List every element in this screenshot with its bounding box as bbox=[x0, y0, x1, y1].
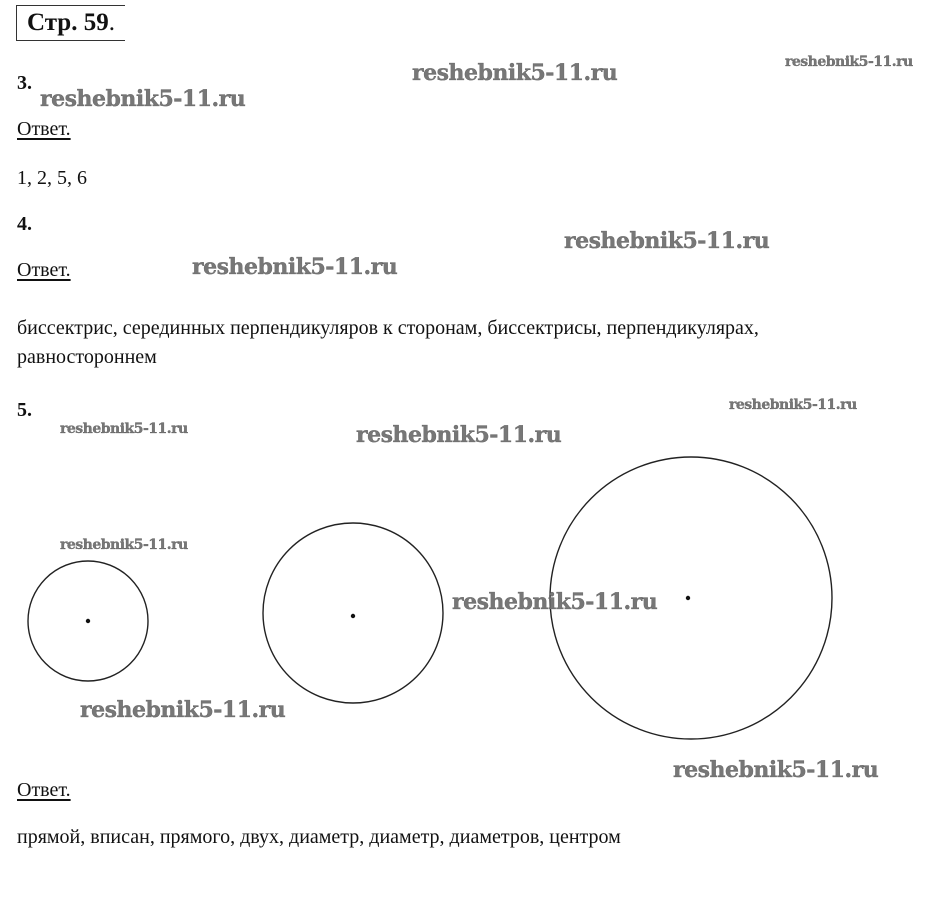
task-4-number: 4. bbox=[17, 213, 32, 235]
task-4-answer-label: Ответ. bbox=[17, 259, 71, 281]
watermark: reshebnik5-11.ru bbox=[564, 228, 770, 254]
watermark: reshebnik5-11.ru bbox=[412, 60, 618, 86]
task-4-answer-line-2: равностороннем bbox=[17, 346, 157, 368]
large-circle-center bbox=[686, 596, 690, 600]
small-circle-center bbox=[86, 619, 90, 623]
watermark: reshebnik5-11.ru bbox=[40, 86, 246, 112]
watermark: reshebnik5-11.ru bbox=[192, 254, 398, 280]
watermark: reshebnik5-11.ru bbox=[452, 589, 658, 615]
page-header bbox=[16, 5, 125, 41]
watermark: reshebnik5-11.ru bbox=[60, 537, 188, 553]
watermark: reshebnik5-11.ru bbox=[356, 422, 562, 448]
task-5-number: 5. bbox=[17, 399, 32, 421]
watermark: reshebnik5-11.ru bbox=[80, 697, 286, 723]
task-3-number: 3. bbox=[17, 72, 32, 94]
watermark: reshebnik5-11.ru bbox=[785, 54, 913, 70]
medium-circle bbox=[263, 523, 443, 703]
task-5-answer-label: Ответ. bbox=[17, 779, 71, 801]
page-number-dot: . bbox=[108, 9, 115, 36]
medium-circle-center bbox=[351, 614, 355, 618]
task-3-answer-label: Ответ. bbox=[17, 118, 71, 140]
watermark: reshebnik5-11.ru bbox=[729, 397, 857, 413]
page-number: Стр. 59 bbox=[27, 9, 109, 36]
task-5-answer: прямой, вписан, прямого, двух, диаметр, диаметр, диаметров, центром bbox=[17, 826, 621, 848]
task-4-answer-line-1: биссектрис, серединных перпендикуляров к сторонам, биссектрисы, перпендикулярах, bbox=[17, 317, 759, 339]
watermark: reshebnik5-11.ru bbox=[60, 421, 188, 437]
task-3-answer: 1, 2, 5, 6 bbox=[17, 167, 87, 189]
watermark: reshebnik5-11.ru bbox=[673, 757, 879, 783]
